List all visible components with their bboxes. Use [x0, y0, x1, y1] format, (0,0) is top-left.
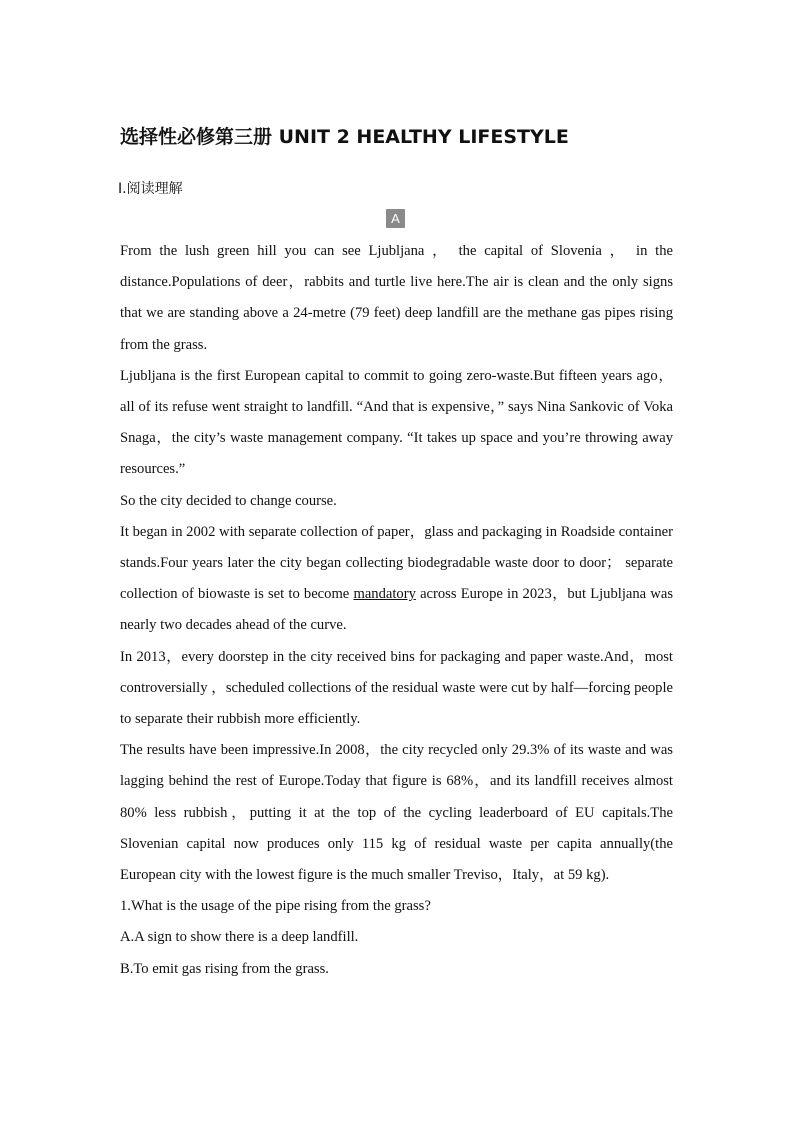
paragraph — [120, 517, 673, 642]
paragraph: So the city decided to change course. — [120, 492, 337, 509]
paragraph: The results have been impressive.In 2008，the city recycled only 29.3% of its waste and was lagging behind the rest of Europe.Today that figure is 68%，and its landfill receives almost 80% less rubbish，putting it at the top of the cycling leaderboard of EU capitals.The Slovenian capital now produces only 115 kg of residual waste per capita annually(the European city with the lowest figure is the much smaller Treviso，Italy，at 59 kg). — [120, 742, 673, 884]
paragraph: From the lush green hill you can see Ljubljana ， the capital of Slovenia ， in the distance.Populations of deer，rabbits and turtle live here.The air is clean and the only signs that we are standing above a 24-metre (79 feet) deep landfill are the methane gas pipes rising from the grass. — [120, 243, 673, 353]
answer-option[interactable]: B.To emit gas rising from the grass. — [120, 960, 329, 977]
paragraph-text: across Europe in 2023，but Ljubljana was nearly two decades ahead of the curve. — [120, 586, 673, 634]
question-stem: 1.What is the usage of the pipe rising from the grass? — [120, 898, 431, 915]
paragraph: Ljubljana is the first European capital to commit to going zero-waste.But fifteen years ago，all of its refuse went straight to landfill. “And that is expensive，” says Nina Sankovic of Voka Snaga，the city’s waste management company. “It takes up space and you’re throwing away resources.” — [120, 367, 673, 478]
passage-label-badge: A — [386, 209, 405, 228]
section-heading: Ⅰ.阅读理解 — [118, 181, 183, 197]
underlined-word: mandatory — [353, 586, 416, 603]
paragraph-text: It began in 2002 with separate collection of paper，glass and packaging in Roadside container stands.Four years later the city began collecting biodegradable waste door to door； separate collection of biowaste is set to become — [120, 523, 673, 603]
paragraph: In 2013，every doorstep in the city received bins for packaging and paper waste.And，most controversially ，scheduled collections of the residual waste were cut by half—forcing people to separate their rubbish more efficiently. — [120, 648, 673, 728]
answer-option[interactable]: A.A sign to show there is a deep landfill. — [120, 929, 359, 946]
reading-passage — [120, 236, 673, 985]
page-title: 选择性必修第三册 UNIT 2 HEALTHY LIFESTYLE — [120, 126, 569, 148]
